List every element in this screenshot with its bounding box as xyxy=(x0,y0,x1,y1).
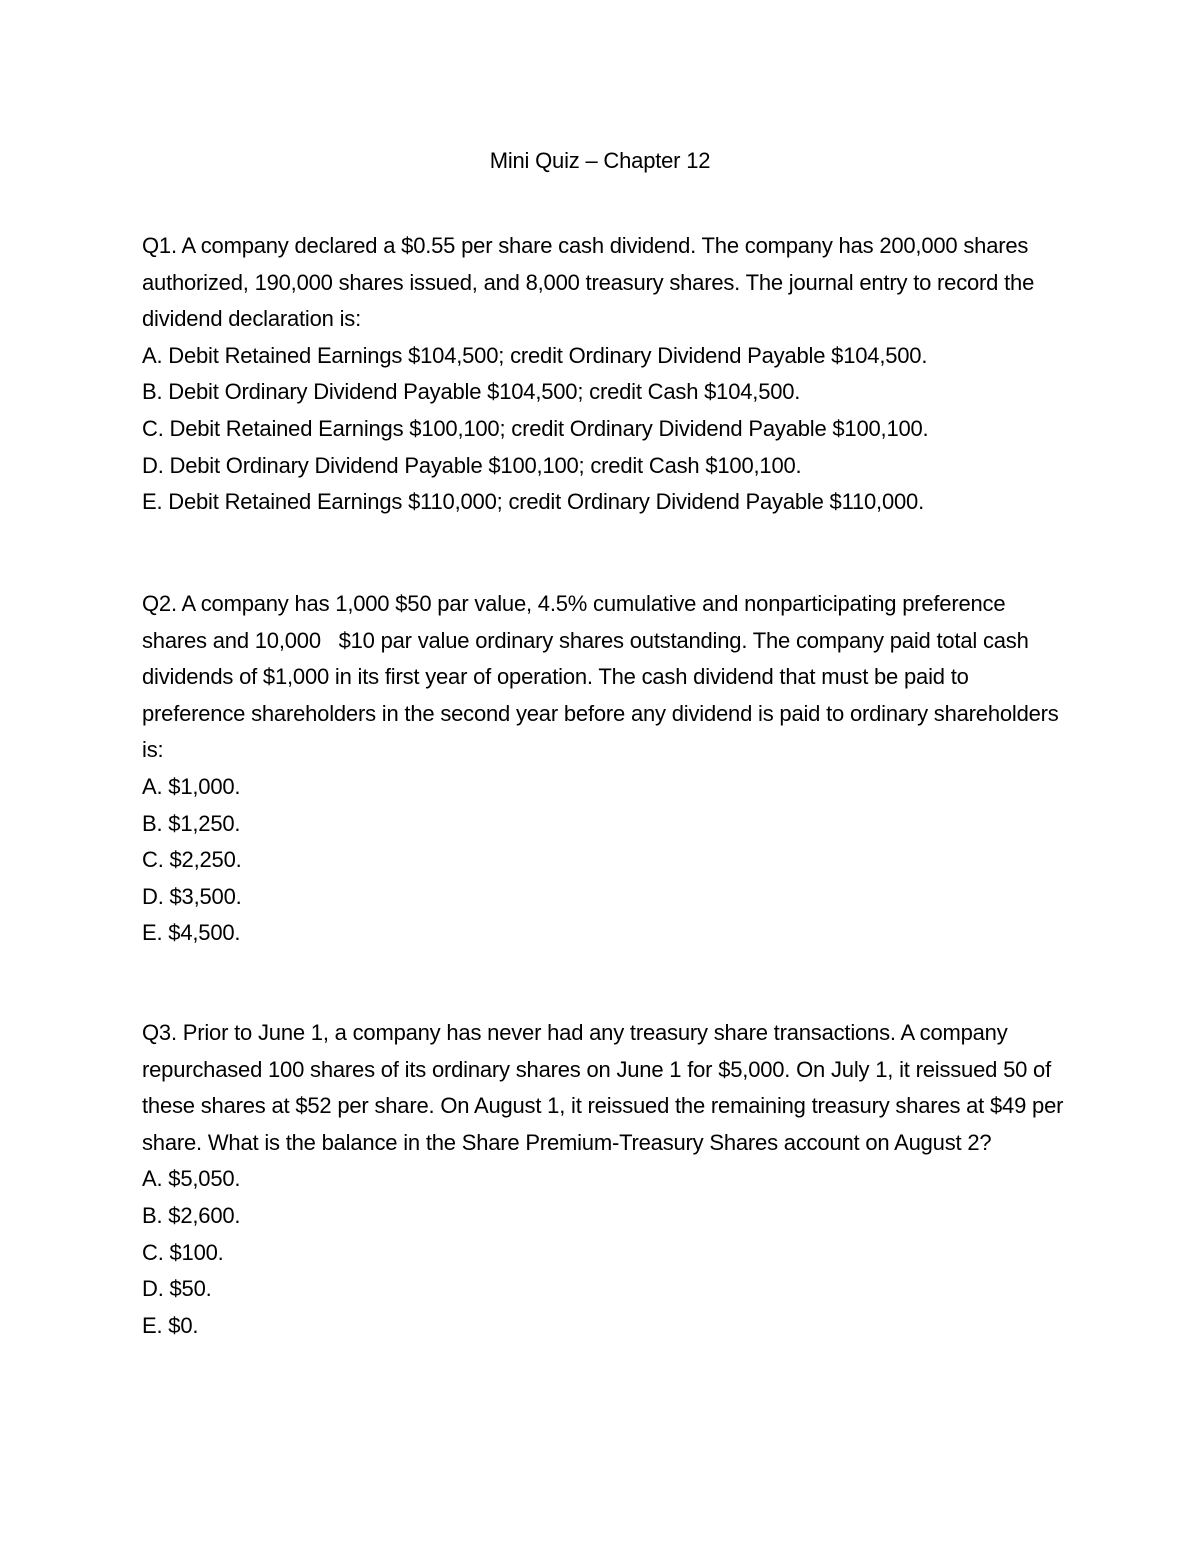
question-3-option-c: C. $100. xyxy=(142,1239,224,1265)
question-3-option-a: A. $5,050. xyxy=(142,1166,241,1192)
question-1-option-c: C. Debit Retained Earnings $100,100; credit Ordinary Dividend Payable $100,100. xyxy=(142,415,929,441)
question-2-option-a: A. $1,000. xyxy=(142,773,241,799)
question-3-option-b: B. $2,600. xyxy=(142,1202,241,1228)
question-2-options xyxy=(142,769,1072,952)
question-3-options xyxy=(142,1161,1072,1344)
question-3-option-e: E. $0. xyxy=(142,1312,199,1338)
question-1-options xyxy=(142,338,1072,521)
question-2-option-c: C. $2,250. xyxy=(142,847,242,873)
page-title: Mini Quiz – Chapter 12 xyxy=(489,148,711,173)
question-1-option-e: E. Debit Retained Earnings $110,000; credit Ordinary Dividend Payable $110,000. xyxy=(142,489,924,515)
question-1-option-b: B. Debit Ordinary Dividend Payable $104,500; credit Cash $104,500. xyxy=(142,379,801,405)
question-1-option-a: A. Debit Retained Earnings $104,500; credit Ordinary Dividend Payable $104,500. xyxy=(142,342,928,368)
question-1 xyxy=(142,228,1072,521)
question-3 xyxy=(142,1015,1072,1344)
question-3-option-d: D. $50. xyxy=(142,1276,212,1302)
question-2-option-b: B. $1,250. xyxy=(142,810,241,836)
question-2-stem: Q2. A company has 1,000 $50 par value, 4.5% cumulative and nonparticipating preference shares and 10,000 $10 par value ordinary shares outstanding. The company paid total cash dividends of $1,000 in its first year of operation. The cash dividend that must be paid to preference shareholders in the second year before any dividend is paid to ordinary shareholders is: xyxy=(142,591,1065,763)
question-3-stem: Q3. Prior to June 1, a company has never had any treasury share transactions. A company repurchased 100 shares of its ordinary shares on June 1 for $5,000. On July 1, it reissued 50 of these shares at $52 per share. On August 1, it reissued the remaining treasury shares at $49 per share. What is the balance in the Share Premium-Treasury Shares account on August 2? xyxy=(142,1020,1070,1155)
question-1-option-d: D. Debit Ordinary Dividend Payable $100,100; credit Cash $100,100. xyxy=(142,452,802,478)
question-1-stem: Q1. A company declared a $0.55 per share cash dividend. The company has 200,000 shares authorized, 190,000 shares issued, and 8,000 treasury shares. The journal entry to record the dividend declaration is: xyxy=(142,233,1041,332)
question-2-option-e: E. $4,500. xyxy=(142,920,241,946)
question-2-option-d: D. $3,500. xyxy=(142,883,242,909)
question-2 xyxy=(142,586,1072,952)
